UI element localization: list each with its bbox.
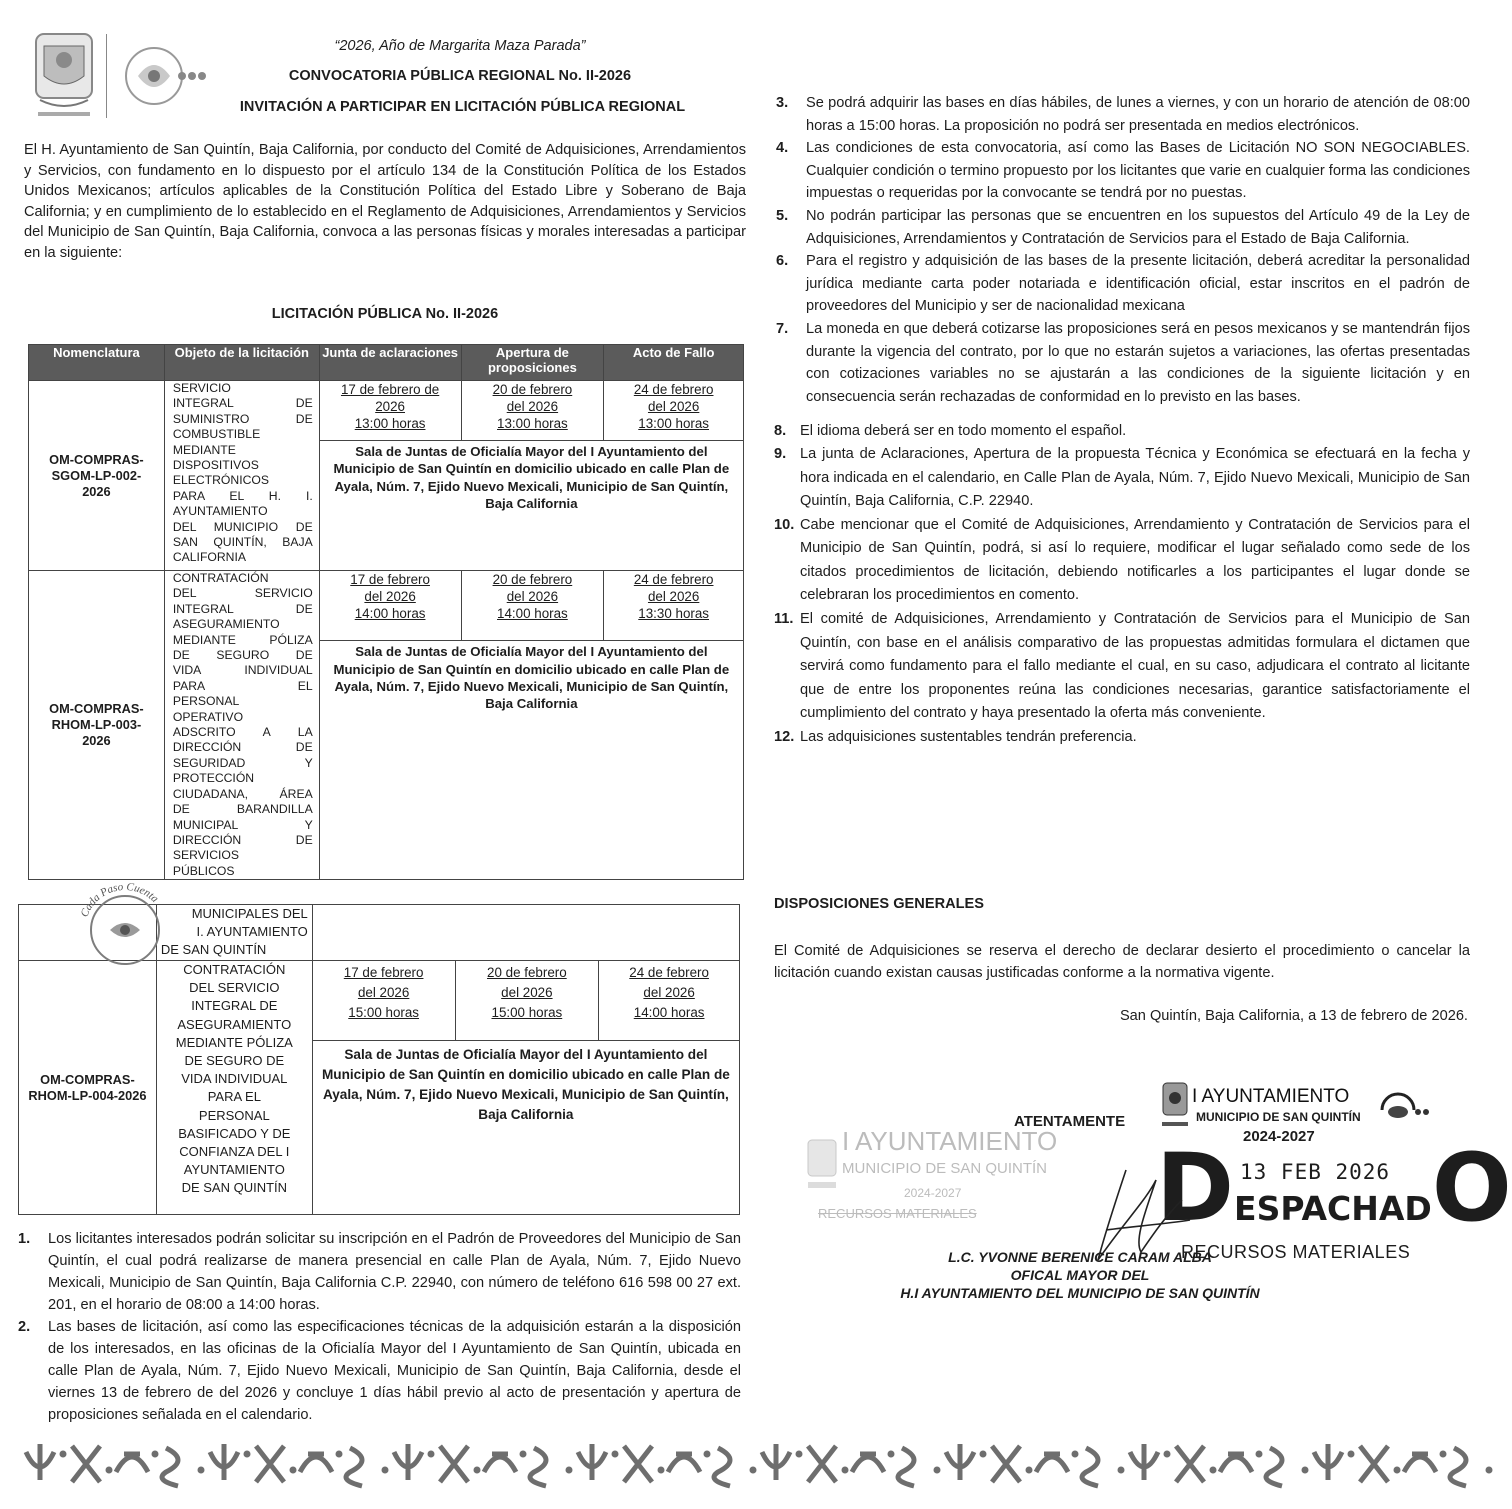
border-motif [394, 1444, 422, 1480]
border-dot [382, 1467, 389, 1474]
border-motif [210, 1444, 238, 1480]
faded-stamp-years: 2024-2027 [904, 1186, 962, 1200]
border-dot [244, 1451, 251, 1458]
border-dot [520, 1451, 527, 1458]
stamp-municipal-logo [1376, 1090, 1436, 1130]
border-dot [198, 1467, 205, 1474]
row-junta-date: 17 de febrero de 2026 13:00 horas [319, 381, 461, 441]
signatory-entity: H.I AYUNTAMIENTO DEL MUNICIPIO DE SAN QUINTÍN [900, 1285, 1260, 1301]
row-junta-date: 17 de febrero del 2026 14:00 horas [319, 571, 461, 641]
border-dot [796, 1451, 803, 1458]
row-objeto: CONTRATACIÓN DEL SERVICIO INTEGRAL DE ASEGURAMIENTO MEDIANTE PÓLIZA DE SEGURO DE VIDA INDIVIDUAL PARA EL PERSONAL OPERATIVO ADSCRITO A LA DIRECCIÓN DE SEGURIDAD Y PROTECCIÓN CIUDADANA, ÁREA DE BARANDILLA MUNICIPAL Y DIRECCIÓN DE SERVICIOS PÚBLICOS [164, 571, 319, 880]
right-numbered-list [772, 92, 1470, 750]
border-dot [428, 1451, 435, 1458]
list-item: 11. El comité de Adquisiciones, Arrendamiento y Contratación de Servicios para el Municipio de San Quintín, con base en el análisis comparativo de las propuestas admitidas formulara el dictamen que servirá como fundamento para el fallo mediante el cual, en su caso, adjudicara el contrato al licitante que de entre los proponentes reúna las condiciones necesarias, garantice satisfactoriamente el cumplimiento del contrato y haya presentado la oferta más conveniente. [774, 611, 1470, 722]
border-dot [1210, 1467, 1217, 1474]
list-item: 12. Las adquisiciones sustentables tendrán preferencia. [774, 729, 1137, 746]
border-motif [1266, 1448, 1282, 1486]
stamp-recursos: RECURSOS MATERIALES [1181, 1242, 1411, 1262]
border-dot [1486, 1467, 1493, 1474]
border-motif [300, 1454, 332, 1472]
despachado-initial: D [1156, 1134, 1235, 1243]
list-item: 3. Se podrá adquirir las bases en días hábiles, de lunes a viernes, y con un horario de atención de 08:00 horas a 15:00 horas. La proposición no podrá ser presentada en medios electrónicos. [776, 95, 1470, 134]
despachado-middle: ESPACHAD [1234, 1189, 1432, 1228]
despachado-final: O [1431, 1134, 1512, 1243]
border-motif [1036, 1454, 1068, 1472]
row-venue: Sala de Juntas de Oficialía Mayor del I Ayuntamiento del Municipio de San Quintín en domicilio ubicado en calle Plan de Ayala, Núm. 7, Ejido Nuevo Mexicali, Municipio de San Quintín, Baja California [312, 1041, 739, 1215]
border-dot [1072, 1451, 1079, 1458]
border-dot [1348, 1451, 1355, 1458]
stamp-coat-of-arms-icon [1160, 1080, 1190, 1138]
border-dot [152, 1451, 159, 1458]
border-dot [1302, 1467, 1309, 1474]
list-item: 5. No podrán participar las personas que se encuentren en los supuestos del Artículo 49 de la Ley de Adquisiciones, Arrendamientos y Contratación de Servicios para el Estado de Baja California. [776, 207, 1470, 247]
border-dot [1026, 1467, 1033, 1474]
signatory-position: OFICAL MAYOR DEL [1010, 1267, 1150, 1283]
border-motif [1176, 1446, 1204, 1482]
border-motif [992, 1446, 1020, 1482]
stamp-date: 13 FEB 2026 [1240, 1160, 1391, 1184]
border-motif [346, 1448, 362, 1486]
col-header-objeto: Objeto de la licitación [164, 345, 319, 381]
col-header-fallo: Acto de Fallo [604, 345, 744, 381]
border-motif [256, 1446, 284, 1482]
faded-stamp-municipio: MUNICIPIO DE SAN QUINTÍN [842, 1160, 1048, 1177]
border-dot [842, 1467, 849, 1474]
border-motif [484, 1454, 516, 1472]
row-junta-date: 17 de febrero del 2026 15:00 horas [312, 961, 455, 1041]
header-divider [106, 34, 107, 118]
border-motif [72, 1446, 100, 1482]
list-item: 6. Para el registro y adquisición de las bases de la presente licitación, deberá acreditar la personalidad jurídica mediante carta poder notariada e identificación oficial, estar inscritos en el padrón de proveedores del Municipio y ser de nacionalidad mexicana [776, 253, 1470, 315]
border-dot [474, 1467, 481, 1474]
col-header-apertura: Apertura de proposiciones [461, 345, 604, 381]
border-motif [852, 1454, 884, 1472]
row-nomenclatura: OM-COMPRAS-RHOM-LP-003-2026 [29, 571, 165, 880]
border-dot [658, 1467, 665, 1474]
bids-table [28, 344, 744, 880]
row-objeto-continued: MUNICIPALES DEL I. AYUNTAMIENTO DE SAN QUINTÍN [156, 905, 312, 961]
border-motif [946, 1444, 974, 1480]
border-motif [1360, 1446, 1388, 1482]
disposiciones-title: DISPOSICIONES GENERALES [774, 896, 985, 912]
border-motif [530, 1448, 546, 1486]
border-dot [1440, 1451, 1447, 1458]
list-item: 1. Los licitantes interesados podrán solicitar su inscripción en el Padrón de Proveedores del Municipio de San Quintín, el cual podrá realizarse de manera presencial en calle Plan de Ayala, Núm. 7, Ejido Nuevo Mexicali, Municipio de San Quintín, Baja California C.P. 22940, con número de teléfono 616 598 00 27 ext. 201, en el horario de 08:00 a 14:00 horas. [18, 1231, 741, 1313]
border-motif [1082, 1448, 1098, 1486]
row-objeto: CONTRATACIÓN DEL SERVICIO INTEGRAL DE ASEGURAMIENTO MEDIANTE PÓLIZA DE SEGURO DE VIDA INDIVIDUAL PARA EL PERSONAL BASIFICADO Y DE CONFIANZA DEL I AYUNTAMIENTO DE SAN QUINTÍN [156, 961, 312, 1215]
border-motif [1220, 1454, 1252, 1472]
row-venue: Sala de Juntas de Oficialía Mayor del I Ayuntamiento del Municipio de San Quintín en domicilio ubicado en calle Plan de Ayala, Núm. 7, Ejido Nuevo Mexicali, Municipio de San Quintín, Baja California [319, 441, 743, 571]
table-header-row [29, 345, 744, 381]
row-fallo-date: 24 de febrero del 2026 14:00 horas [599, 961, 740, 1041]
border-dot [612, 1451, 619, 1458]
border-dot [888, 1451, 895, 1458]
row-apertura-date: 20 de febrero del 2026 13:00 horas [461, 381, 604, 441]
row-apertura-date: 20 de febrero del 2026 15:00 horas [455, 961, 599, 1041]
border-motif [668, 1454, 700, 1472]
cada-paso-cuenta-seal [70, 872, 180, 982]
faded-stamp-ayuntamiento: I AYUNTAMIENTO [842, 1126, 1058, 1156]
row-venue: Sala de Juntas de Oficialía Mayor del I Ayuntamiento del Municipio de San Quintín en domicilio ubicado en calle Plan de Ayala, Núm. 7, Ejido Nuevo Mexicali, Municipio de San Quintín, Baja California [319, 641, 743, 880]
row-fallo-date: 24 de febrero del 2026 13:30 horas [604, 571, 744, 641]
place-date: San Quintín, Baja California, a 13 de febrero de 2026. [1119, 1008, 1468, 1024]
convocatoria-title: CONVOCATORIA PÚBLICA REGIONAL No. II-2026 [288, 68, 632, 84]
row-fallo-date: 24 de febrero del 2026 13:00 horas [604, 381, 744, 441]
border-dot [566, 1467, 573, 1474]
stamp-municipio: MUNICIPIO DE SAN QUINTÍN [1196, 1110, 1361, 1124]
row-nomenclatura: OM-COMPRAS-RHOM-LP-004-2026 [19, 961, 157, 1215]
intro-section [24, 140, 746, 264]
col-header-junta: Junta de aclaraciones [319, 345, 461, 381]
disposiciones-text: El Comité de Adquisiciones se reserva el derecho de declarar desierto el procedimiento o cancelar la licitación cuando existan causas justificadas conforme a la normativa vigente. [774, 943, 1470, 981]
licitacion-title: LICITACIÓN PÚBLICA No. II-2026 [271, 306, 499, 322]
list-item: 8. El idioma deberá ser en todo momento el español. [774, 423, 1127, 440]
border-motif [116, 1454, 148, 1472]
border-dot [980, 1451, 987, 1458]
border-motif [26, 1444, 54, 1480]
stamp-years: 2024-2027 [1243, 1128, 1315, 1145]
list-item: 9. La junta de Aclaraciones, Apertura de la propuesta Técnica y Económica se efectuará en la fecha y hora indicada en el calendario, en Calle Plan de Ayala, Núm. 7, Ejido Nuevo Mexicali, Municipio de San Quintín, Baja California, C.P. 22940. [774, 445, 1470, 510]
bottom-numbered-list [16, 1228, 741, 1426]
border-dot [1118, 1467, 1125, 1474]
border-dot [60, 1451, 67, 1458]
invitation-subtitle: INVITACIÓN A PARTICIPAR EN LICITACIÓN PÚBLICA REGIONAL [239, 99, 686, 115]
row-objeto: SERVICIO INTEGRAL DE SUMINISTRO DE COMBUSTIBLE MEDIANTE DISPOSITIVOS ELECTRÓNICOS PARA EL H. I. AYUNTAMIENTO DEL MUNICIPIO DE SAN QUINTÍN, BAJA CALIFORNIA [164, 381, 319, 571]
border-motif [440, 1446, 468, 1482]
border-dot [336, 1451, 343, 1458]
border-motif [898, 1448, 914, 1486]
state-coat-of-arms-logo [30, 28, 102, 124]
intro-paragraph: El H. Ayuntamiento de San Quintín, Baja California, por conducto del Comité de Adquisiciones, Arrendamientos y Servicios, con fundamento en lo dispuesto por el artículo 134 de la Constitución Política de los Estados Unidos Mexicanos; artículos aplicables de la Constitución Política del Estado Libre y Soberano de Baja California; y en cumplimiento de lo establecido en el Reglamento de Adquisiciones, Arrendamientos y Servicios del Municipio de San Quintín, Baja California, convoca a las personas físicas y morales interesadas a participar en la siguiente: [24, 142, 746, 261]
table-row [29, 381, 744, 441]
closing-atentamente: ATENTAMENTE [1014, 1113, 1126, 1130]
border-dot [934, 1467, 941, 1474]
border-dot [1256, 1451, 1263, 1458]
list-item: 4. Las condiciones de esta convocatoria, así como las Bases de Licitación NO SON NEGOCIABLES. Cualquier condición o termino propuesto por los licitantes que varie en cualquier forma las condiciones impuestas o requeridas por la convocante se tendrá por no puestas. [776, 140, 1470, 202]
signatory-block [860, 1248, 1300, 1302]
border-motif [624, 1446, 652, 1482]
faded-stamp-recursos: RECURSOS MATERIALES [818, 1206, 977, 1221]
svg-text:Cada Paso Cuenta [79, 881, 161, 919]
seal-text: Cada Paso Cuenta [78, 880, 161, 919]
border-dot [1394, 1467, 1401, 1474]
border-dot [750, 1467, 757, 1474]
col-header-nomenclatura: Nomenclatura [29, 345, 165, 381]
row-nomenclatura: OM-COMPRAS-SGOM-LP-002-2026 [29, 381, 165, 571]
border-motif [1404, 1454, 1436, 1472]
border-motif [162, 1448, 178, 1486]
signatory-name: L.C. YVONNE BERENICE CARAM ALBA [948, 1249, 1212, 1265]
list-item: 10. Cabe mencionar que el Comité de Adquisiciones, Arrendamiento y Contratación de Servicios para el Municipio de San Quintín, podrá, si así lo requiere, modificar el lugar señalado como sede de los citados procedimientos de licitación, debiendo notificarles a los participantes el lugar donde se celebraran los procedimientos en comento. [774, 516, 1470, 604]
border-motif [714, 1448, 730, 1486]
border-motif [808, 1446, 836, 1482]
border-dot [1164, 1451, 1171, 1458]
stamp-ayuntamiento: I AYUNTAMIENTO [1192, 1086, 1350, 1107]
row-apertura-date: 20 de febrero del 2026 14:00 horas [461, 571, 604, 641]
border-motif [578, 1444, 606, 1480]
border-dot [704, 1451, 711, 1458]
decorative-border-strip [0, 1432, 1495, 1502]
border-motif [1450, 1448, 1466, 1486]
faded-coat-of-arms-icon [804, 1136, 840, 1196]
border-dot [290, 1467, 297, 1474]
border-dot [106, 1467, 113, 1474]
year-motto: “2026, Año de Margarita Maza Parada” [334, 38, 586, 54]
list-item: 7. La moneda en que deberá cotizarse las proposiciones será en pesos mexicanos y se mantendrán fijos durante la vigencia del contrato, por lo que no estarán sujetos a variaciones, las ofertas presentadas con cotizaciones variables no se ajustarán a las condiciones de la siguiente licitación y en consecuencia serán rechazadas de conformidad en lo previsto en las bases. [776, 320, 1470, 405]
list-item: 2. Las bases de licitación, así como las especificaciones técnicas de la adquisición estarán a la disposición de los interesados, en las oficinas de la Oficialía Mayor del I Ayuntamiento de San Quintín, ubicada en calle Plan de Ayala, Núm. 7, Ejido Nuevo Mexicali, Municipio de San Quintín, Baja California, desde el viernes 13 de febrero de del 2026 y concluye 1 días hábil previo al acto de presentación y apertura de proposiciones señalada en el calendario. [18, 1319, 741, 1423]
table-row [29, 571, 744, 641]
border-motif [1130, 1444, 1158, 1480]
border-motif [1314, 1444, 1342, 1480]
border-motif [762, 1444, 790, 1480]
